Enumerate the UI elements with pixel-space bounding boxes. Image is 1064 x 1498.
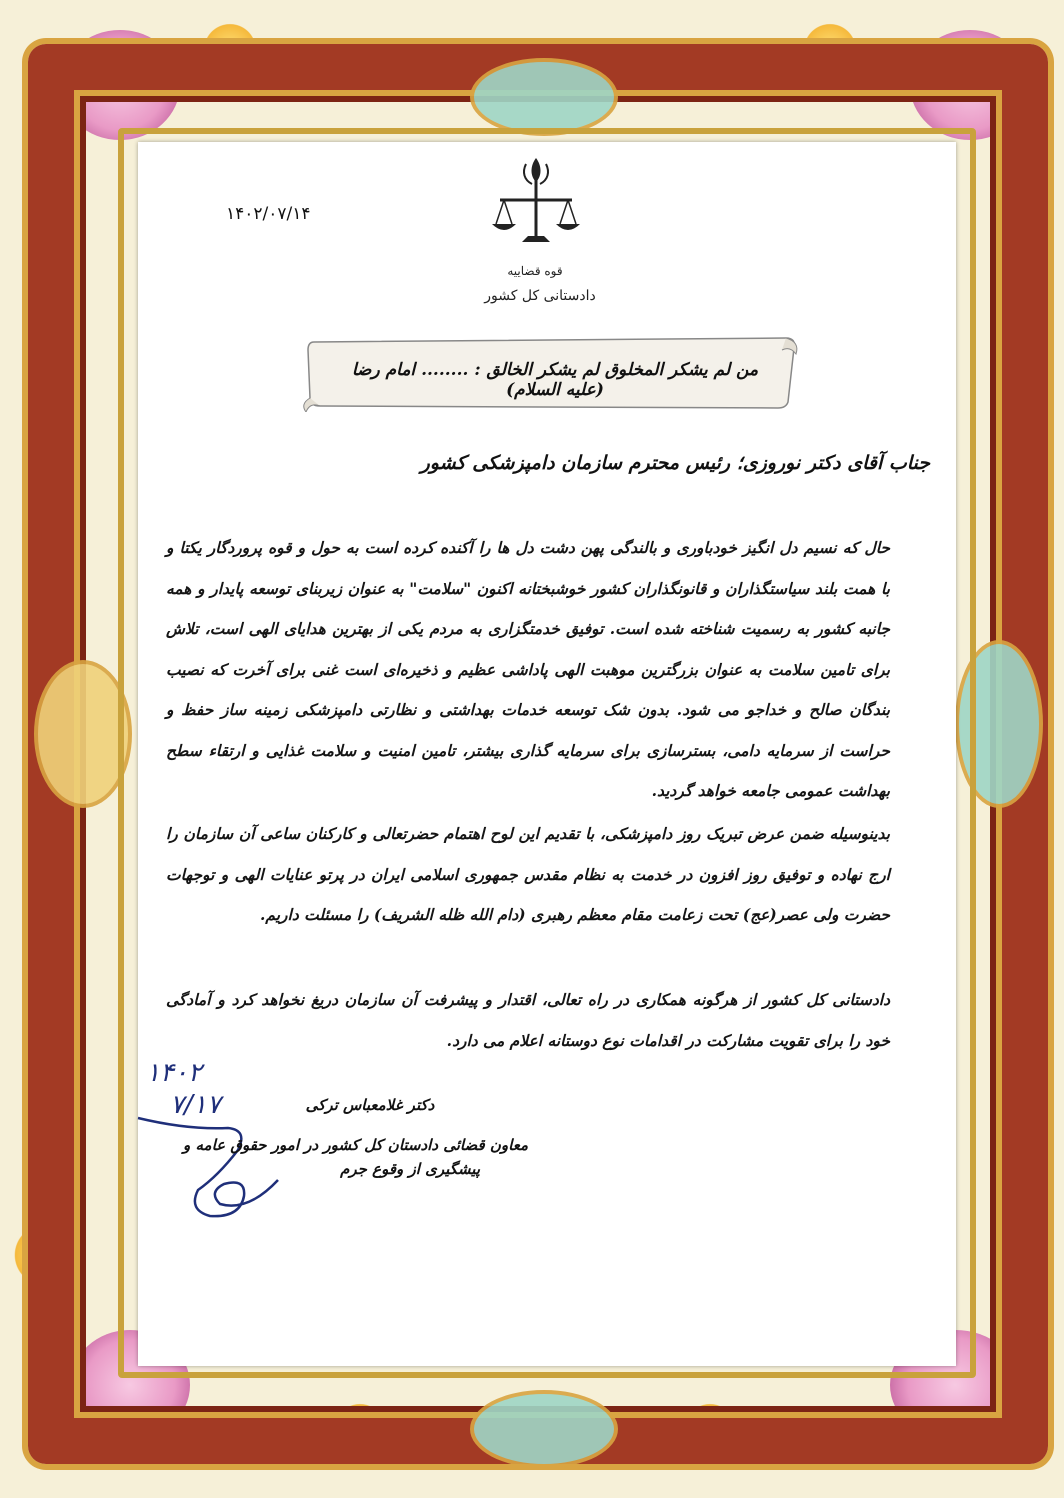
letter-date: ۱۴۰۲/۰۷/۱۴ <box>226 204 311 224</box>
emblem-label: قوه قضاییه <box>507 264 563 278</box>
paragraph-1: حال که نسیم دل انگیز خودباوری و بالندگی پهن دشت دل ها را آکنده کرده است به حول و قوه پروردگار یکتا و با همت بلند سیاستگذاران و قانونگذاران کشور خوشبختانه اکنون "سلامت" به عنوان زیربنای توسعه پایدار و همه جانبه کشور به رسمیت شناخته شده است. توفیق خدمتگزاری به مردم یکی از بهترین هدایای الهی است، تلاش برای تامین سلامت به عنوان بزرگترین موهبت الهی پاداشی عظیم و ذخیره‌ای است غنی برای آخرت که نصیب بندگان صالح و خداجو می شود. بدون شک توسعه خدمات بهداشتی و نظارتی دامپزشکی زمینه ساز حفظ و حراست از سرمایه دامی، بسترسازی برای سرمایه گذاری بیشتر، تامین امنیت و سلامت غذایی و ارتقاء سطح بهداشت عمومی جامعه خواهد گردید. <box>166 538 890 800</box>
signature-mark <box>128 1100 288 1230</box>
handwritten-date: ۷/۱۷ <box>170 1090 221 1120</box>
paragraph-3: دادستانی کل کشور از هرگونه همکاری در راه تعالی، اقتدار و پیشرفت آن سازمان دریغ نخواهد کرد و آمادگی خود را برای تقویت مشارکت در اقدامات نوع دوستانه اعلام می دارد. <box>166 990 890 1050</box>
handwritten-year: ۱۴۰۲ <box>146 1058 202 1088</box>
signer-name: دکتر غلامعباس ترکی <box>305 1096 435 1114</box>
frame-cartouche-top <box>470 58 618 136</box>
signer-title-line-1: معاون قضائی دادستان کل کشور در امور حقوق عامه و <box>183 1136 528 1154</box>
office-name: دادستانی کل کشور <box>484 288 596 304</box>
paragraph-2: بدینوسیله ضمن عرض تبریک روز دامپزشکی، با تقدیم این لوح اهتمام حضرتعالی و کارکنان ساعی آن سازمان را ارج نهاده و توفیق روز افزون در خدمت به نظام مقدس جمهوری اسلامی ایران در پرتو عنایات الهی و توجهات حضرت ولی عصر(عج) تحت زعامت مقام معظم رهبری (دام الله ظله الشریف) را مسئلت داریم. <box>166 824 890 924</box>
judiciary-emblem-icon <box>486 150 586 260</box>
frame-cartouche-bottom <box>470 1390 618 1468</box>
quote-text: من لم یشکر المخلوق لم یشکر الخالق : ........ امام رضا (علیه السلام) <box>351 360 759 400</box>
signer-title-line-2: پیشگیری از وقوع جرم <box>340 1160 480 1178</box>
addressee: جناب آقای دکتر نوروزی؛ رئیس محترم سازمان دامپزشکی کشور <box>420 452 930 474</box>
